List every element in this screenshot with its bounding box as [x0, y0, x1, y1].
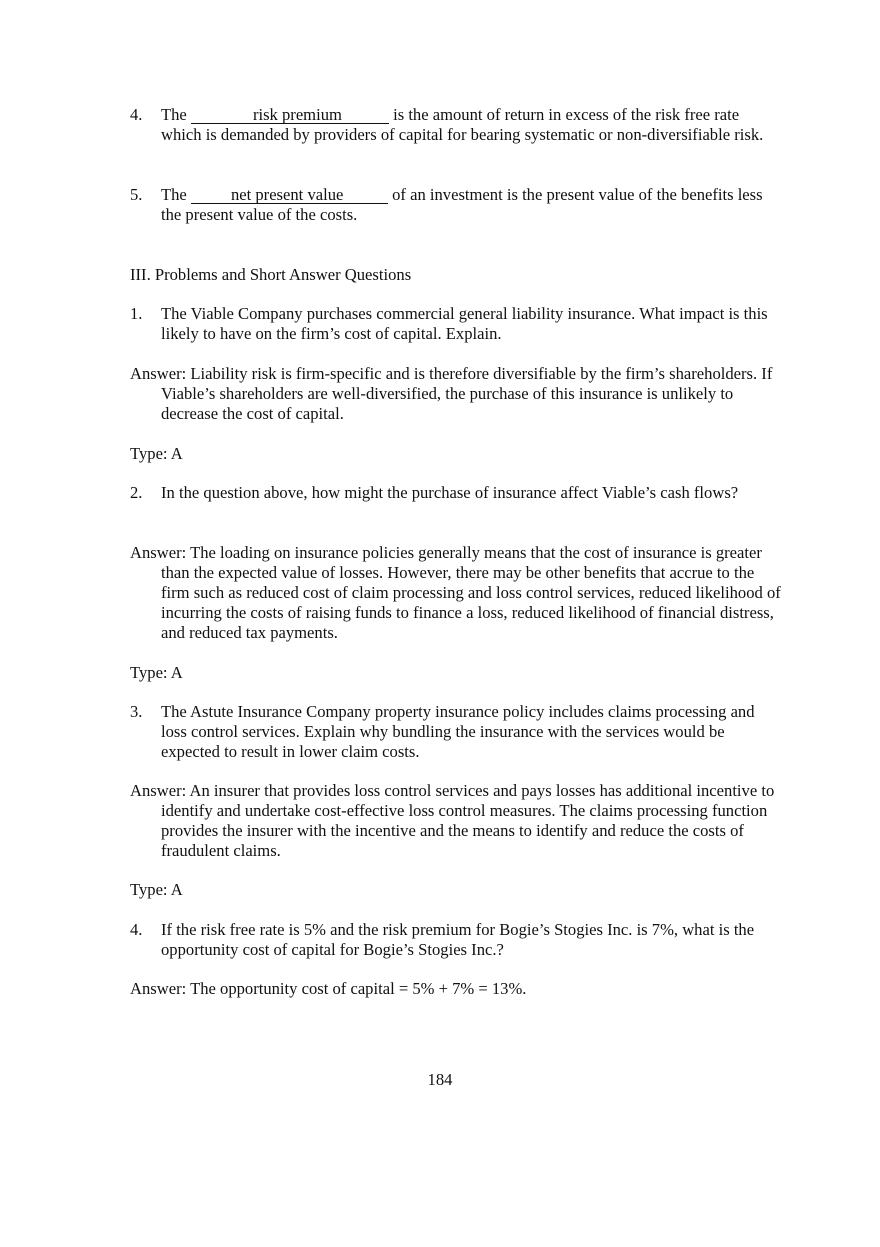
fill-in-item-5 — [130, 185, 783, 225]
answer-blank: risk premium — [191, 106, 389, 124]
problem-answer: Answer: Liability risk is firm-specific and is therefore diversifiable by the firm’s shareholders. If Viable’s shareholders are well-diversified, the purchase of this insurance is unlikely to decrease the cost of capital. — [130, 364, 773, 423]
item-number: 4. — [130, 105, 143, 124]
answer-type: Type: A — [130, 663, 183, 682]
answer-type: Type: A — [130, 444, 183, 463]
fill-in-item-4 — [130, 105, 783, 145]
problem-question — [130, 304, 783, 344]
problem-number: 4. — [130, 920, 143, 939]
section-heading: III. Problems and Short Answer Questions — [130, 265, 412, 284]
question-text: The Astute Insurance Company property insurance policy includes claims processing and loss control services. Explain why bundling the insurance with the services would be expected to result in lower claim costs. — [161, 702, 755, 761]
problem-number: 3. — [130, 702, 143, 721]
page-number: 184 — [427, 1070, 453, 1089]
question-text: If the risk free rate is 5% and the risk premium for Bogie’s Stogies Inc. is 7%, what is the opportunity cost of capital for Bogie’s Stogies Inc.? — [161, 920, 755, 959]
problem-answer: Answer: The opportunity cost of capital = 5% + 7% = 13%. — [130, 979, 527, 998]
answer-type: Type: A — [130, 880, 183, 899]
problem-answer: Answer: The loading on insurance policies generally means that the cost of insurance is greater than the expected value of losses. However, there may be other benefits that accrue to the firm such as reduced cost of claim processing and loss control services, reduced likelihood of incurring the costs of raising funds to finance a loss, reduced likelihood of financial distress, and reduced tax payments. — [130, 543, 781, 642]
problem-number: 2. — [130, 483, 143, 502]
problem-question — [130, 920, 783, 960]
answer-blank: net present value — [191, 186, 388, 204]
problem-number: 1. — [130, 304, 143, 323]
problem-question — [130, 483, 783, 503]
item-text-after: is the amount of return in excess of the risk free rate which is demanded by providers of capital for bearing systematic or non-diversifiable risk. — [161, 105, 764, 144]
item-text-before: The — [161, 105, 191, 124]
problem-answer: Answer: An insurer that provides loss control services and pays losses has additional incentive to identify and undertake cost-effective loss control measures. The claims processing function provides the insurer with the incentive and the means to identify and reduce the costs of fraudulent claims. — [130, 781, 775, 860]
item-number: 5. — [130, 185, 143, 204]
problem-question — [130, 702, 783, 762]
item-text-after: of an investment is the present value of the benefits less the present value of the costs. — [161, 185, 763, 224]
question-text: In the question above, how might the purchase of insurance affect Viable’s cash flows? — [161, 483, 739, 502]
question-text: The Viable Company purchases commercial general liability insurance. What impact is this likely to have on the firm’s cost of capital. Explain. — [161, 304, 768, 343]
item-text-before: The — [161, 185, 191, 204]
